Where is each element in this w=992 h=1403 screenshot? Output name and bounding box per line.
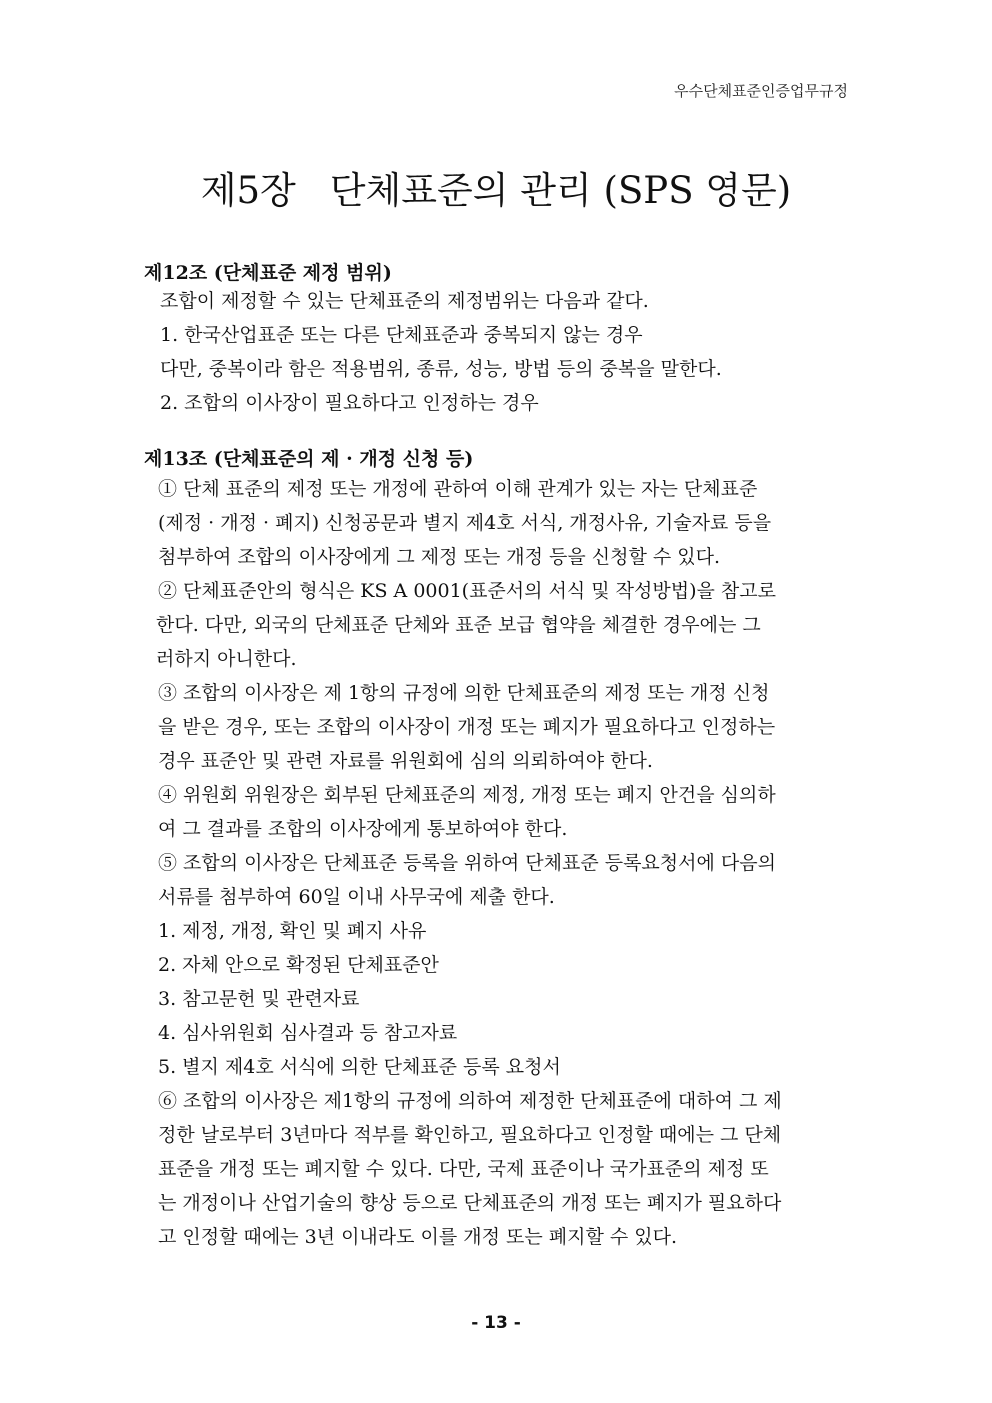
article-13-line: ⑥ 조합의 이사장은 제1항의 규정에 의하여 제정한 단체표준에 대하여 그 제 bbox=[158, 1090, 782, 1112]
article-13-line: ② 단체표준안의 형식은 KS A 0001(표준서의 서식 및 작성방법)을 참고로 bbox=[158, 580, 776, 602]
article-13-line: 첨부하여 조합의 이사장에게 그 제정 또는 개정 등을 신청할 수 있다. bbox=[158, 546, 720, 568]
article-13-line: 정한 날로부터 3년마다 적부를 확인하고, 필요하다고 인정할 때에는 그 단체 bbox=[158, 1124, 782, 1146]
article-12-title: 제12조 (단체표준 제정 범위) bbox=[144, 262, 392, 284]
article-13-line: 1. 제정, 개정, 확인 및 폐지 사유 bbox=[158, 920, 427, 942]
article-13-line: 는 개정이나 산업기술의 향상 등으로 단체표준의 개정 또는 폐지가 필요하다 bbox=[158, 1192, 782, 1214]
article-13-line: 5. 별지 제4호 서식에 의한 단체표준 등록 요청서 bbox=[158, 1056, 561, 1078]
article-12-line: 다만, 중복이라 함은 적용범위, 종류, 성능, 방법 등의 중복을 말한다. bbox=[160, 358, 722, 380]
article-13-line: 여 그 결과를 조합의 이사장에게 통보하여야 한다. bbox=[158, 818, 568, 840]
running-header: 우수단체표준인증업무규정 bbox=[674, 82, 848, 100]
article-13-line: 경우 표준안 및 관련 자료를 위원회에 심의 의뢰하여야 한다. bbox=[158, 750, 653, 772]
chapter-name: 단체표준의 관리 (SPS 영문) bbox=[329, 169, 792, 212]
article-13-line: 표준을 개정 또는 폐지할 수 있다. 다만, 국제 표준이나 국가표준의 제정 또 bbox=[158, 1158, 769, 1180]
article-13-line: (제정 · 개정 · 폐지) 신청공문과 별지 제4호 서식, 개정사유, 기술자료 등을 bbox=[158, 512, 772, 534]
article-13-line: 고 인정할 때에는 3년 이내라도 이를 개정 또는 폐지할 수 있다. bbox=[158, 1226, 678, 1248]
article-13-line: 3. 참고문헌 및 관련자료 bbox=[158, 988, 360, 1010]
article-13-line: 서류를 첨부하여 60일 이내 사무국에 제출 한다. bbox=[158, 886, 555, 908]
chapter-title bbox=[0, 160, 992, 214]
article-12-line: 2. 조합의 이사장이 필요하다고 인정하는 경우 bbox=[160, 392, 539, 414]
article-13-line: 러하지 아니한다. bbox=[156, 648, 297, 670]
article-13-line: ④ 위원회 위원장은 회부된 단체표준의 제정, 개정 또는 폐지 안건을 심의하 bbox=[158, 784, 776, 806]
article-12-line: 조합이 제정할 수 있는 단체표준의 제정범위는 다음과 같다. bbox=[160, 290, 649, 312]
article-13-line: 한다. 다만, 외국의 단체표준 단체와 표준 보급 협약을 체결한 경우에는 그 bbox=[156, 614, 761, 636]
article-13-line: 2. 자체 안으로 확정된 단체표준안 bbox=[158, 954, 439, 976]
article-13-line: ⑤ 조합의 이사장은 단체표준 등록을 위하여 단체표준 등록요청서에 다음의 bbox=[158, 852, 776, 874]
page-number: - 13 - bbox=[471, 1313, 521, 1333]
article-13-line: ③ 조합의 이사장은 제 1항의 규정에 의한 단체표준의 제정 또는 개정 신청 bbox=[158, 682, 770, 704]
article-13-line: 4. 심사위원회 심사결과 등 참고자료 bbox=[158, 1022, 458, 1044]
article-13-line: 을 받은 경우, 또는 조합의 이사장이 개정 또는 폐지가 필요하다고 인정하는 bbox=[158, 716, 776, 738]
article-12-line: 1. 한국산업표준 또는 다른 단체표준과 중복되지 않는 경우 bbox=[160, 324, 643, 346]
article-13-title: 제13조 (단체표준의 제 · 개정 신청 등) bbox=[144, 448, 474, 470]
chapter-number: 제5장 bbox=[200, 169, 296, 212]
article-13-line: ① 단체 표준의 제정 또는 개정에 관하여 이해 관계가 있는 자는 단체표준 bbox=[158, 478, 758, 500]
